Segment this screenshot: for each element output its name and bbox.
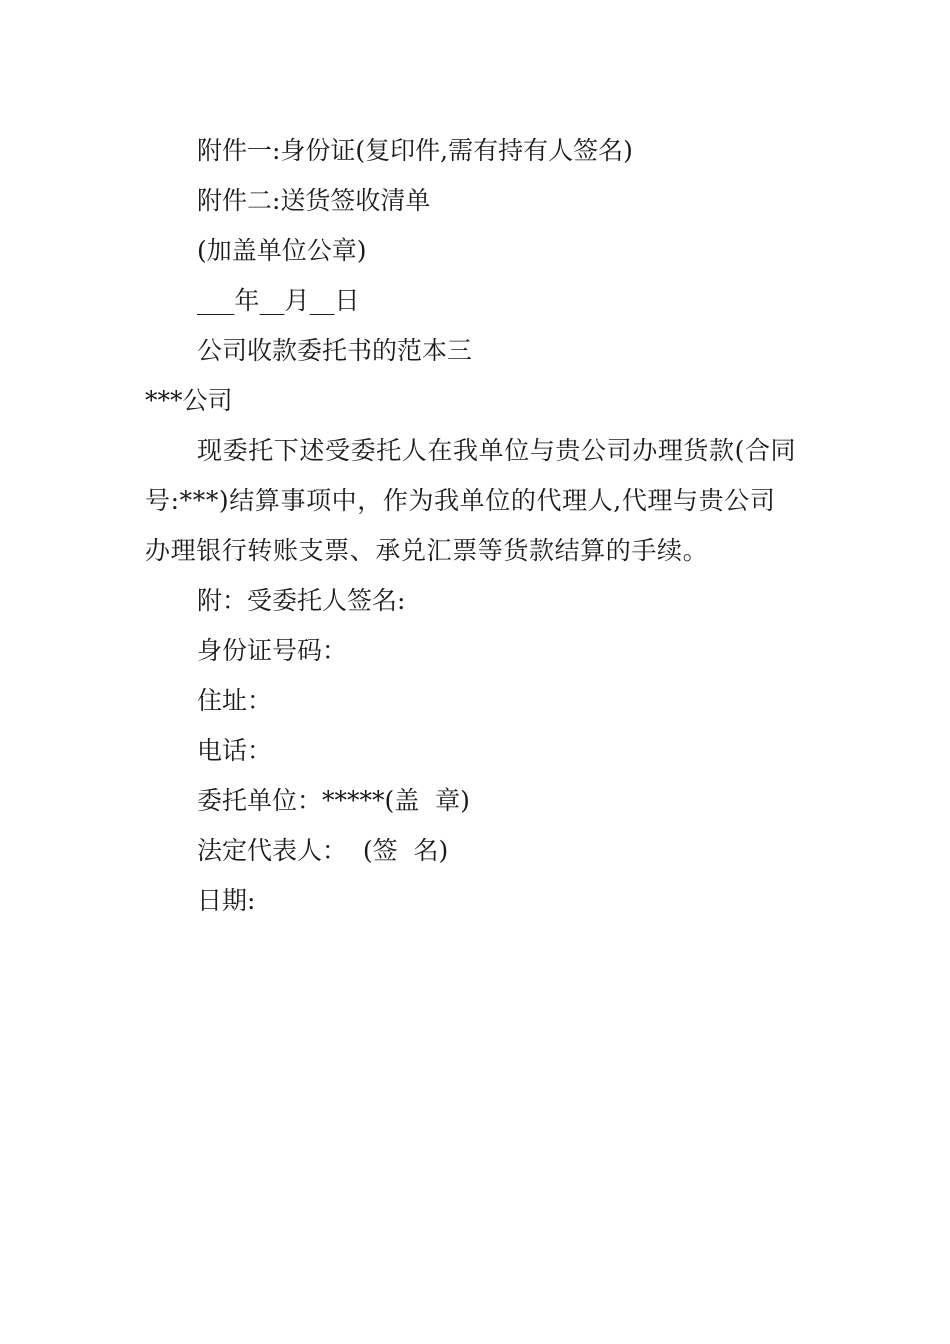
addressee: ***公司	[145, 386, 233, 415]
field-date: 日期:	[197, 886, 256, 915]
field-address: 住址：	[197, 686, 273, 715]
seal-note: (加盖单位公章)	[197, 236, 367, 265]
attachment-item-1: 附件一:身份证(复印件,需有持有人签名)	[197, 136, 633, 165]
date-blank: ___年__月__日	[197, 286, 360, 315]
field-phone: 电话：	[197, 736, 273, 765]
field-attachment-signature: 附：受委托人签名:	[197, 586, 406, 615]
section-title: 公司收款委托书的范本三	[197, 336, 473, 365]
attachment-item-2: 附件二:送货签收清单	[197, 186, 431, 215]
document-content	[145, 126, 810, 926]
field-id-number: 身份证号码：	[197, 636, 348, 665]
body-paragraph	[145, 426, 810, 576]
body-line-2: 号:***)结算事项中，作为我单位的代理人,代理与贵公司	[145, 486, 776, 515]
field-legal-representative: 法定代表人： (签 名)	[197, 836, 449, 865]
field-entrusting-unit: 委托单位：*****(盖 章)	[197, 786, 470, 815]
body-line-1: 现委托下述受委托人在我单位与贵公司办理货款(合同	[197, 436, 797, 465]
body-line-3: 办理银行转账支票、承兑汇票等货款结算的手续。	[145, 536, 709, 565]
